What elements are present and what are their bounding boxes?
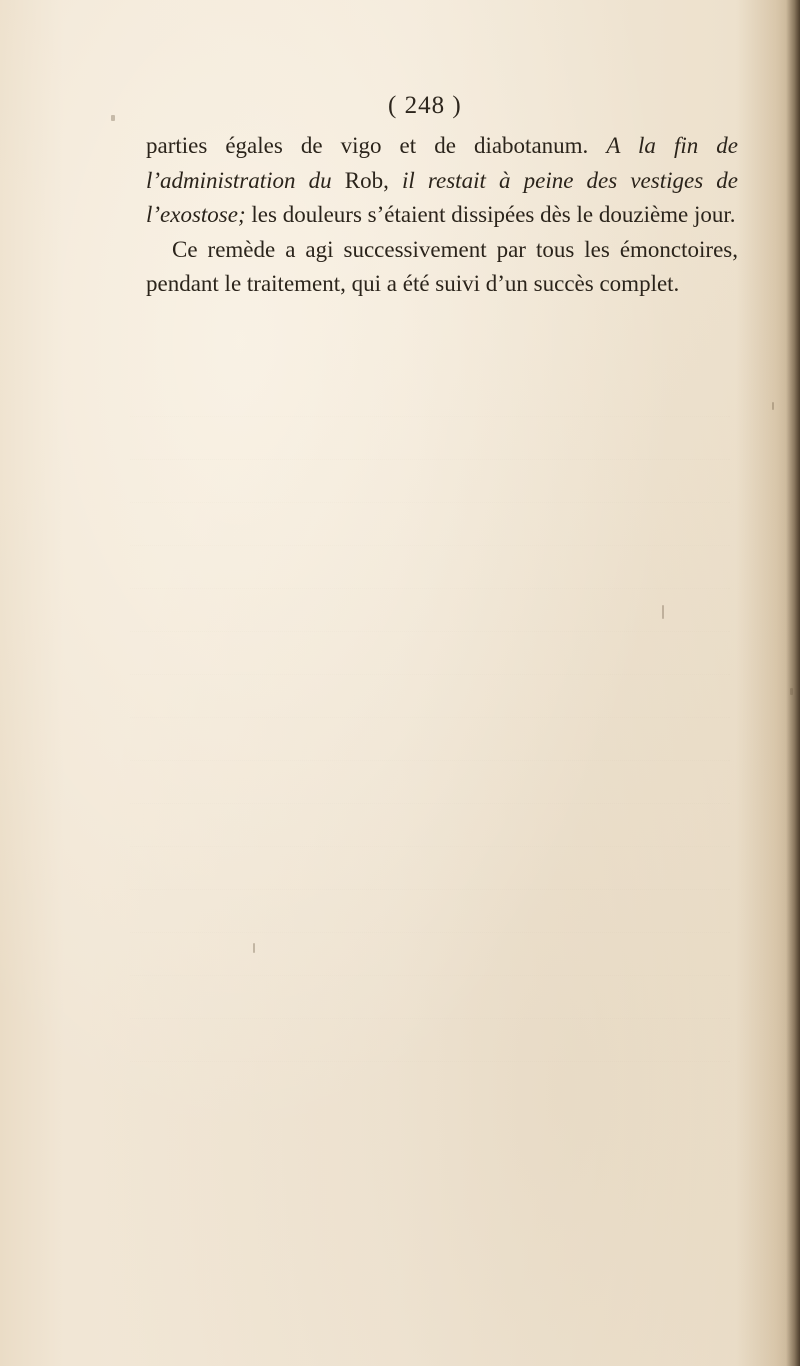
page-right-edge-shadow	[786, 0, 800, 1366]
text-segment: Ce remède a agi successivement par tous les émonctoires, pendant le traitement, qui a été suivi d’un succès complet.	[146, 236, 738, 296]
ink-speck	[772, 402, 774, 410]
text-segment: parties égales de vigo et de diabotanum.	[146, 133, 607, 158]
ink-speck	[111, 115, 115, 121]
show-through-text	[130, 380, 730, 1180]
italic-text-segment: A la fin de l’administration du	[146, 133, 738, 193]
paragraph-1	[146, 129, 738, 233]
text-segment: Rob,	[344, 167, 403, 193]
text-segment: les douleurs s’étaient dissipées dès le douzième jour.	[245, 202, 736, 227]
ink-speck	[662, 605, 664, 619]
ink-speck	[253, 943, 255, 953]
italic-text-segment: il restait à peine des vestiges de l’exostose;	[146, 167, 738, 227]
paragraph-2	[146, 233, 738, 302]
body-text	[146, 129, 738, 302]
ink-speck	[790, 688, 793, 695]
page-number: ( 248 )	[388, 92, 462, 119]
